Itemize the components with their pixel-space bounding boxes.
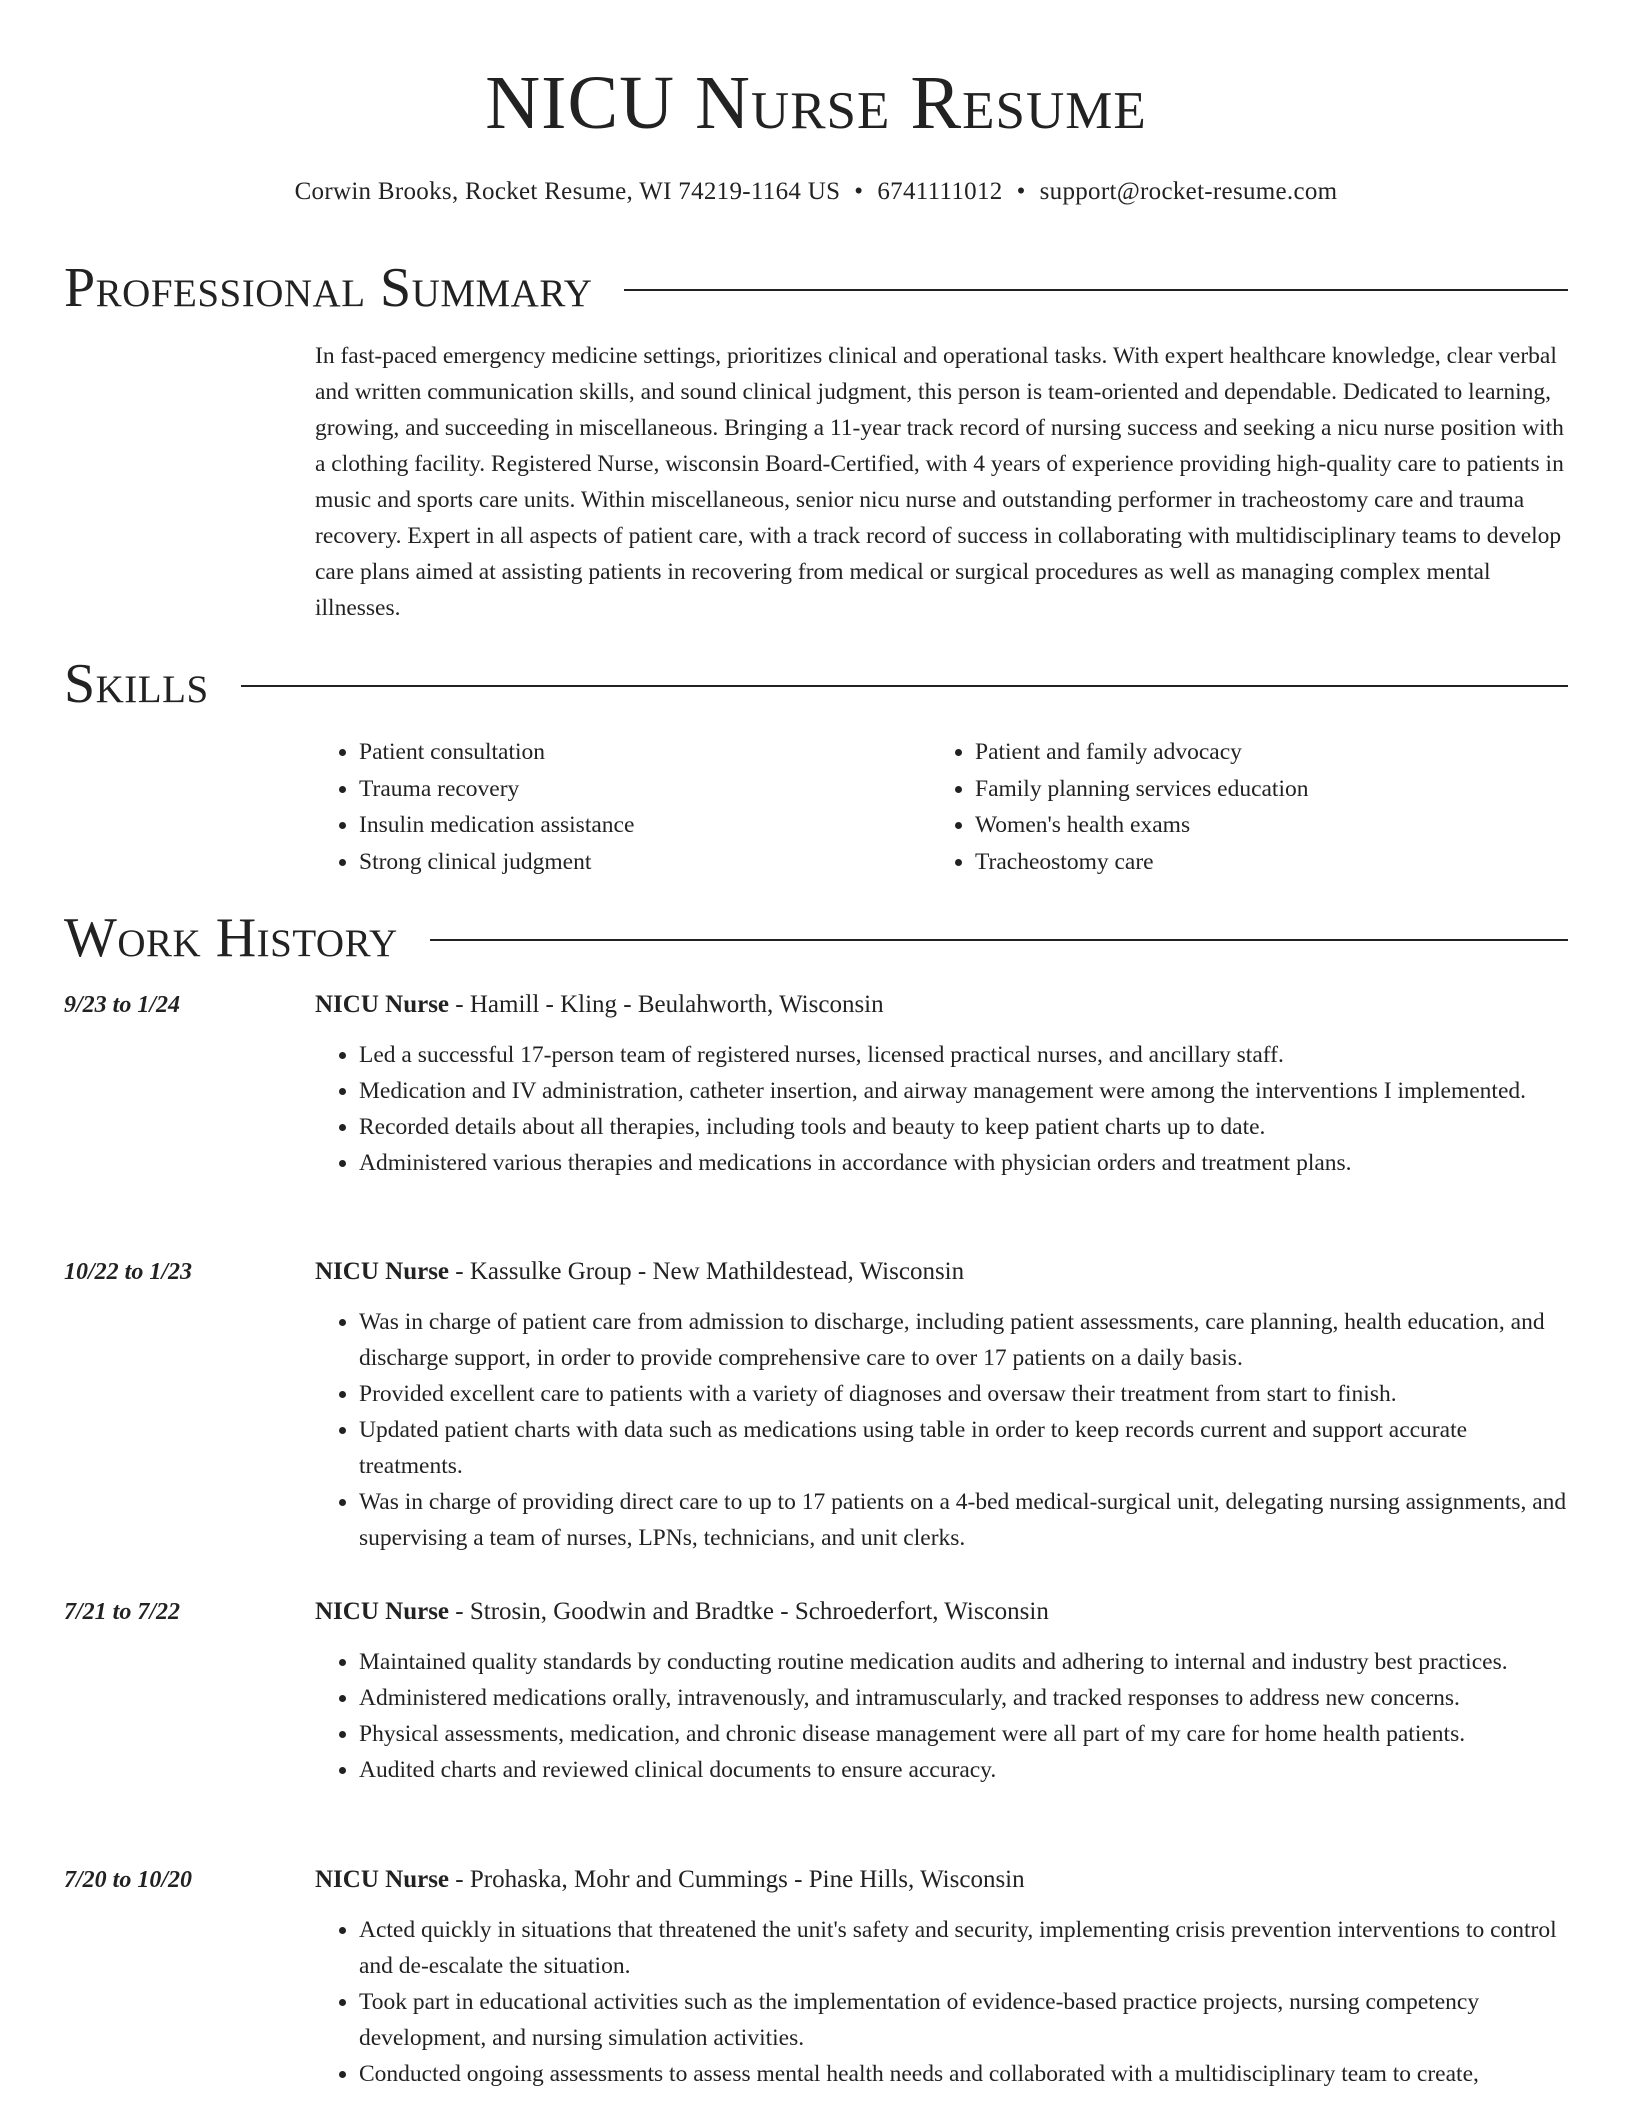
skill-item: • Insulin medication assistance xyxy=(359,807,931,844)
contact-separator: • xyxy=(1016,178,1026,205)
job-bullets xyxy=(315,1644,1568,1788)
job-bullets xyxy=(315,1037,1568,1181)
job-title: NICU Nurse xyxy=(315,1866,450,1893)
job-bullet: • Maintained quality standards by conducting routine medication audits and adhering to internal and industry best practices. xyxy=(359,1644,1568,1680)
job-bullet: • Conducted ongoing assessments to assess mental health needs and collaborated with a multidisciplinary team to create, xyxy=(359,2056,1568,2092)
job-bullet: • Acted quickly in situations that threatened the unit's safety and security, implementing crisis prevention interventions to control and de-escalate the situation. xyxy=(359,1912,1568,1984)
skills-column-right xyxy=(931,734,1547,880)
job-bullets xyxy=(315,1304,1568,1556)
job-bullet: • Provided excellent care to patients with a variety of diagnoses and oversaw their treatment from start to finish. xyxy=(359,1376,1568,1412)
skill-item: • Women's health exams xyxy=(975,807,1547,844)
job-employer: - Hamill - Kling - Beulahworth, Wisconsin xyxy=(449,991,884,1018)
job-bullet: • Took part in educational activities such as the implementation of evidence-based practice projects, nursing competency development, and nursing simulation activities. xyxy=(359,1984,1568,2056)
summary-section-header xyxy=(64,256,1568,320)
skill-item: • Patient consultation xyxy=(359,734,931,771)
summary-heading: Professional Summary xyxy=(64,257,593,319)
skills-heading: Skills xyxy=(64,653,209,715)
contact-email: support@rocket-resume.com xyxy=(1039,178,1338,205)
job-headline xyxy=(315,987,1568,1023)
contact-separator: • xyxy=(854,178,864,205)
contact-line xyxy=(0,176,1632,208)
skill-item: • Family planning services education xyxy=(975,771,1547,808)
job-bullets xyxy=(315,1912,1568,2092)
job-title: NICU Nurse xyxy=(315,991,450,1018)
job-employer: - Prohaska, Mohr and Cummings - Pine Hills, Wisconsin xyxy=(449,1866,1025,1893)
job-date: 10/22 to 1/23 xyxy=(64,1259,193,1285)
job-bullet: • Administered medications orally, intravenously, and intramuscularly, and tracked responses to address new concerns. xyxy=(359,1680,1568,1716)
skills-column-left xyxy=(315,734,931,880)
job-headline xyxy=(315,1594,1568,1630)
work-section-header xyxy=(64,906,1568,970)
job-date: 7/21 to 7/22 xyxy=(64,1599,181,1625)
section-divider xyxy=(430,939,1568,941)
job-headline xyxy=(315,1254,1568,1290)
job-bullet: • Physical assessments, medication, and chronic disease management were all part of my care for home health patients. xyxy=(359,1716,1568,1752)
job-bullet: • Led a successful 17-person team of registered nurses, licensed practical nurses, and ancillary staff. xyxy=(359,1037,1568,1073)
job-bullet: • Was in charge of patient care from admission to discharge, including patient assessments, care planning, health education, and discharge support, in order to provide comprehensive care to over 17 patients on a daily basis. xyxy=(359,1304,1568,1376)
contact-address: Corwin Brooks, Rocket Resume, WI 74219-1164 US xyxy=(294,178,841,205)
skills-list xyxy=(315,734,1568,880)
job-date: 9/23 to 1/24 xyxy=(64,992,181,1018)
job-title: NICU Nurse xyxy=(315,1258,450,1285)
job-headline xyxy=(315,1862,1568,1898)
contact-phone: 6741111012 xyxy=(877,178,1003,205)
skill-item: • Patient and family advocacy xyxy=(975,734,1547,771)
summary-text: In fast-paced emergency medicine settings, prioritizes clinical and operational tasks. With expert healthcare knowledge, clear verbal and written communication skills, and sound clinical judgment, this person is team-oriented and dependable. Dedicated to learning, growing, and succeeding in miscellaneous. Bringing a 11-year track record of nursing success and seeking a nicu nurse position with a clothing facility. Registered Nurse, wisconsin Board-Certified, with 4 years of experience providing high-quality care to patients in music and sports care units. Within miscellaneous, senior nicu nurse and outstanding performer in tracheostomy care and trauma recovery. Expert in all aspects of patient care, with a track record of success in collaborating with multidisciplinary teams to develop care plans aimed at assisting patients in recovering from medical or surgical procedures as well as managing complex mental illnesses. xyxy=(315,343,1564,621)
resume-title: NICU Nurse Resume xyxy=(485,61,1147,145)
skill-item: • Strong clinical judgment xyxy=(359,844,931,881)
section-divider xyxy=(624,289,1568,291)
job-bullet: • Audited charts and reviewed clinical documents to ensure accuracy. xyxy=(359,1752,1568,1788)
job-bullet: • Was in charge of providing direct care to up to 17 patients on a 4-bed medical-surgical unit, delegating nursing assignments, and supervising a team of nurses, LPNs, technicians, and unit clerks. xyxy=(359,1484,1568,1556)
work-heading: Work History xyxy=(64,907,398,969)
job-bullet: • Updated patient charts with data such as medications using table in order to keep records current and support accurate treatments. xyxy=(359,1412,1568,1484)
job-title: NICU Nurse xyxy=(315,1598,450,1625)
job-date: 7/20 to 10/20 xyxy=(64,1867,193,1893)
section-divider xyxy=(241,685,1568,687)
job-bullet: • Medication and IV administration, catheter insertion, and airway management were among the interventions I implemented. xyxy=(359,1073,1568,1109)
job-bullet: • Recorded details about all therapies, including tools and beauty to keep patient charts up to date. xyxy=(359,1109,1568,1145)
skill-item: • Trauma recovery xyxy=(359,771,931,808)
skill-item: • Tracheostomy care xyxy=(975,844,1547,881)
skills-section-header xyxy=(64,652,1568,716)
job-bullet: • Administered various therapies and medications in accordance with physician orders and treatment plans. xyxy=(359,1145,1568,1181)
job-employer: - Strosin, Goodwin and Bradtke - Schroederfort, Wisconsin xyxy=(449,1598,1049,1625)
job-employer: - Kassulke Group - New Mathildestead, Wisconsin xyxy=(449,1258,965,1285)
